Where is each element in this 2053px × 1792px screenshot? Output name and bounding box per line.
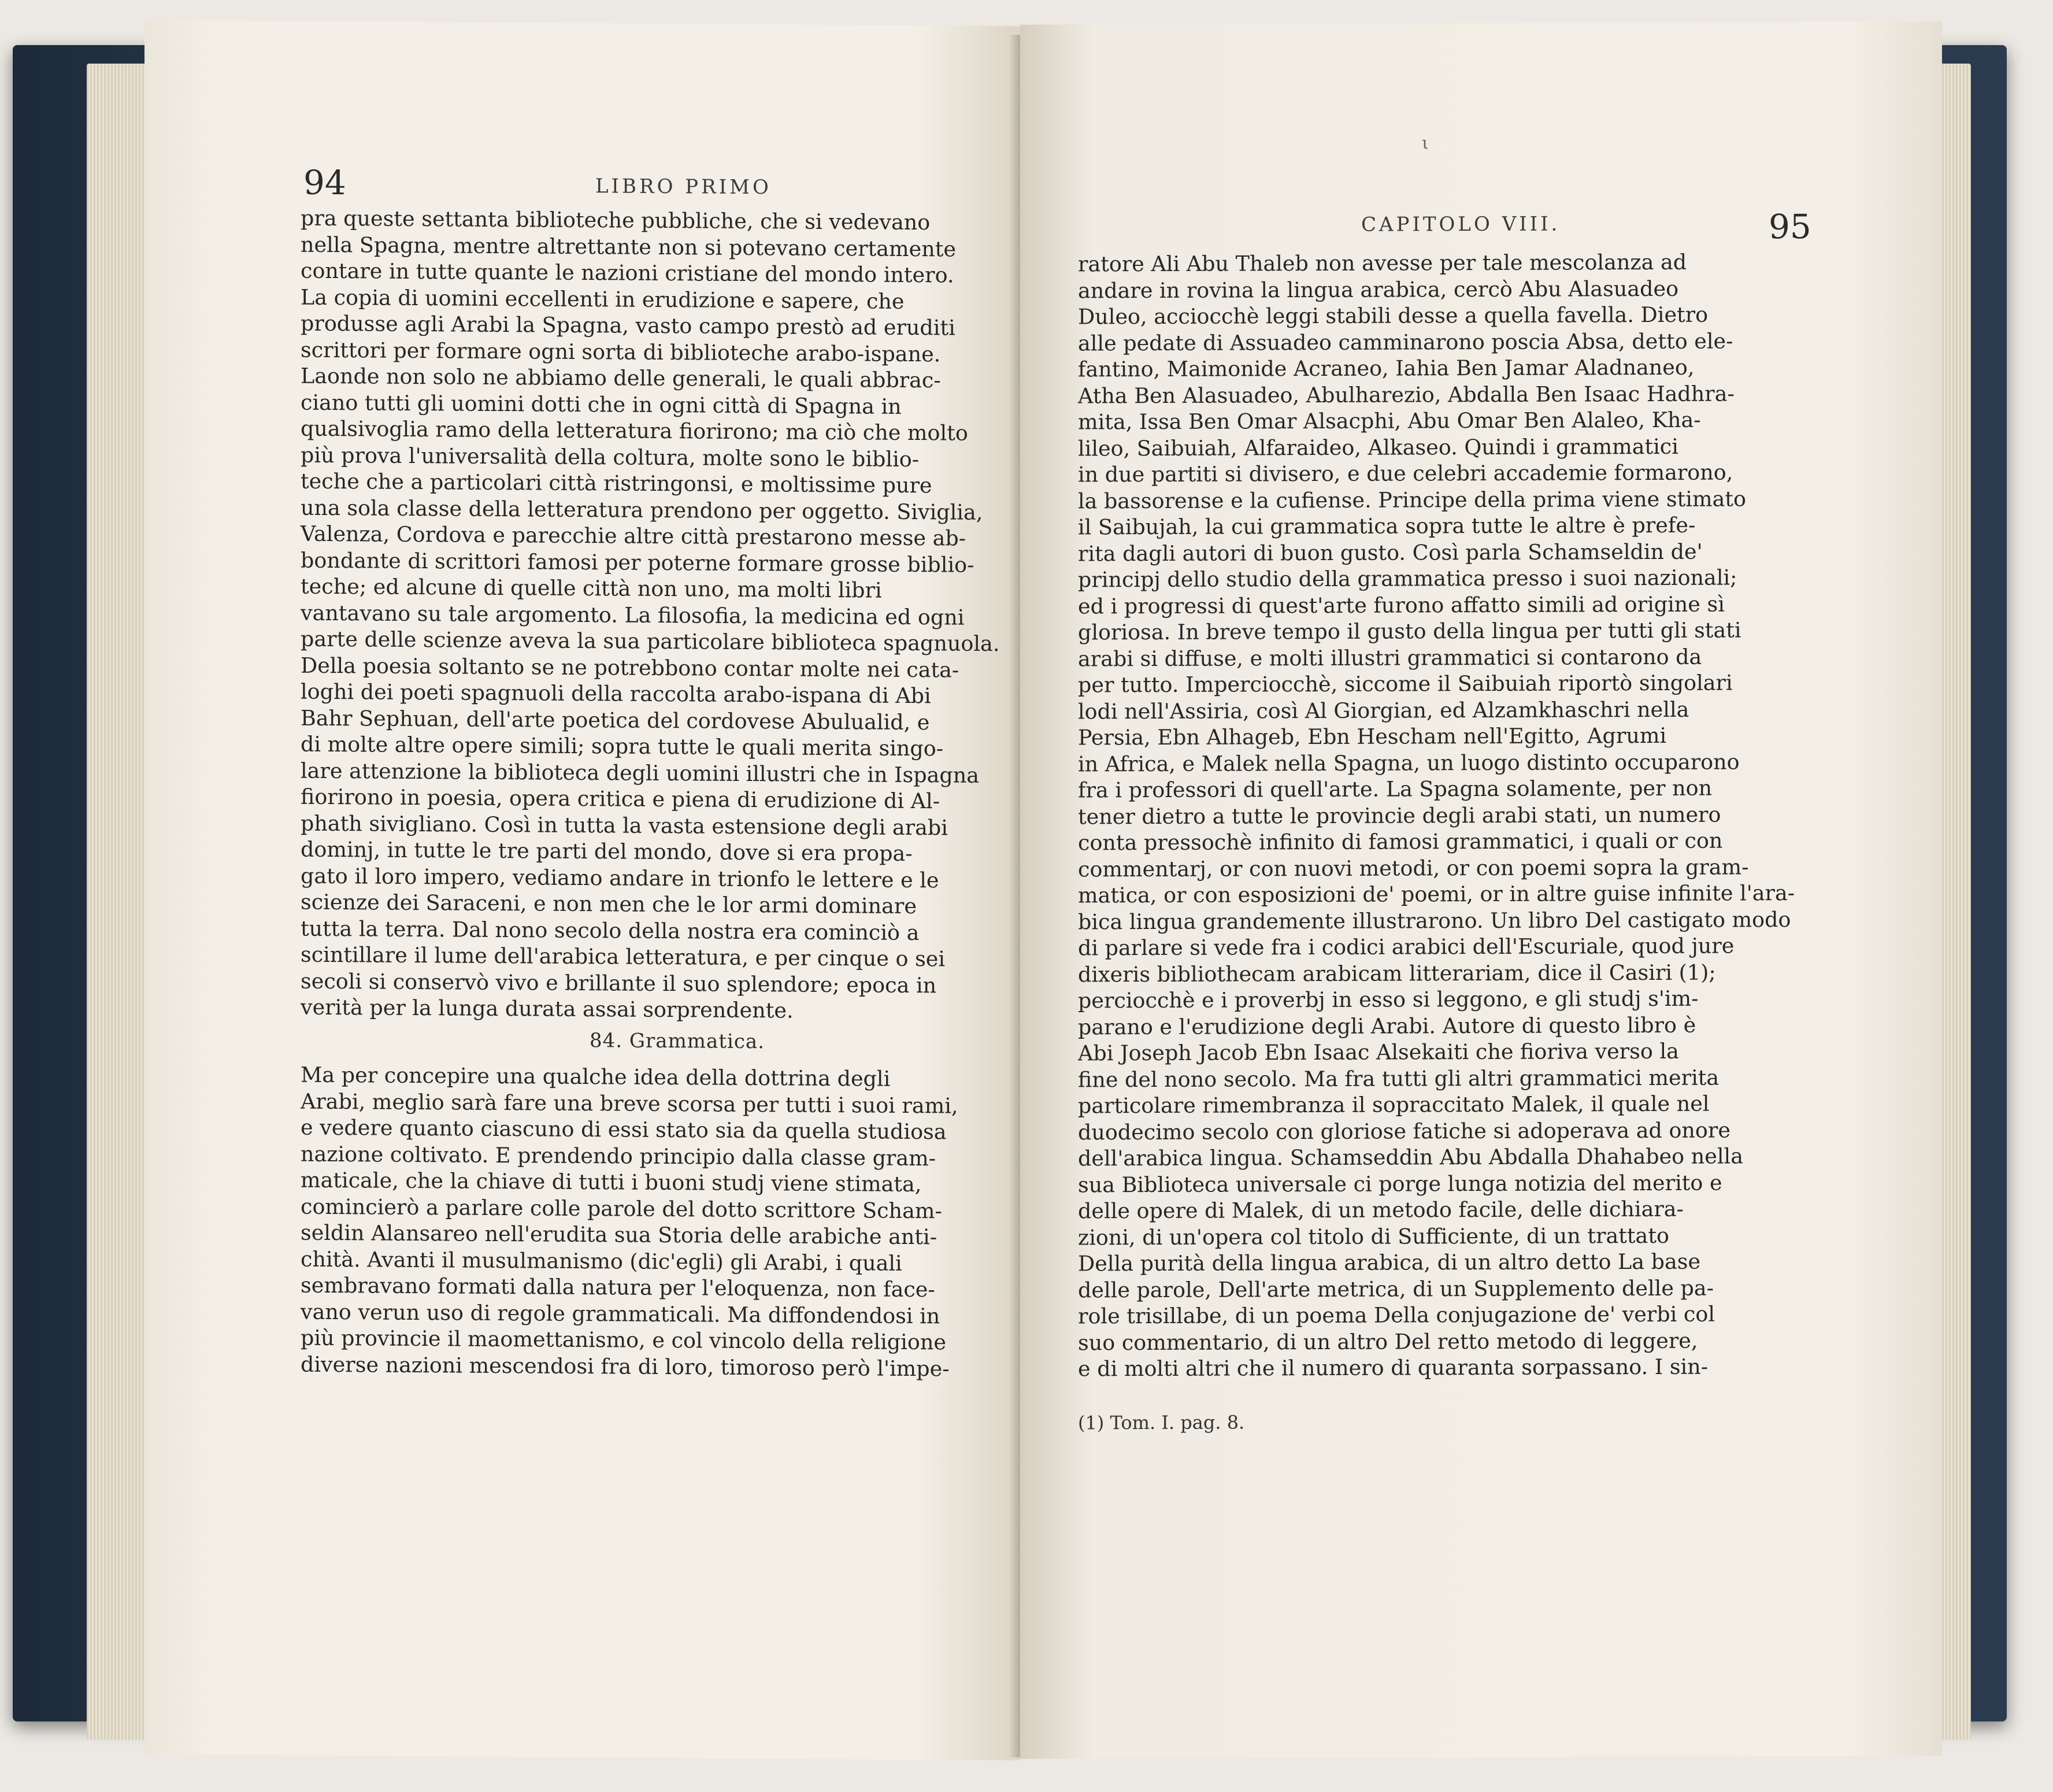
right-body-text: ratore Ali Abu Thaleb non avesse per tale mescolanza ad andare in rovina la lingua arabica, cercò Abu Alasuadeo Duleo, acciocchè leggi stabili desse a quella favella. Dietro alle pedate di Assuadeo camminarono poscia Absa, detto ele- fantino, Maimonide Acraneo, Iahia Ben Jamar Aladnaneo, Atha Ben Alasuadeo, Abulharezio, Abdalla Ben Isaac Hadhra- mita, Issa Ben Omar Alsacphi, Abu Omar Ben Alaleo, Kha- lileo, Saibuiah, Alfaraideo, Alkaseo. Quindi i grammatici in due partiti si divisero, e due celebri accademie formarono, la bassorense e la cufiense. Principe della prima viene stimato il Saibujah, la cui grammatica sopra tutte le altre è prefe- rita dagli autori di buon gusto. Così parla Schamseldin de' principj dello studio della grammatica presso i suoi nazionali; ed i progressi di quest'arte furono affatto simili ad origine sì gloriosa. In breve tempo il gusto della lingua per tutti gli stati arabi si diffuse, e molti illustri grammatici si contarono da per tutto. Imperciocchè, siccome il Saibuiah riportò singolari lodi nell'Assiria, così Al Giorgian, ed Alzamkhaschri nella Persia, Ebn Alhageb, Ebn Hescham nell'Egitto, Agrumi in Africa, e Malek nella Spagna, un luogo distinto occuparono fra i professori di quell'arte. La Spagna solamente, per non tener dietro a tutte le provincie degli arabi stati, un numero conta pressochè infinito di famosi grammatici, i quali or con commentarj, or con nuovi metodi, or con poemi sopra la gram- matica, or con esposizioni de' poemi, or in altre guise infinite l'ara- bica lingua grandemente illustrarono. Un libro Del castigato modo di parlare si vede fra i codici arabici dell'Escuriale, quod jure dixeris bibliothecam arabicam litterariam, dice il Casiri (1); perciocchè e i proverbj in esso si leggono, e gli studj s'im- parano e l'erudizione degli Arabi. Autore di questo libro è Abi Joseph Jacob Ebn Isaac Alsekaiti che fioriva verso la fine del nono secolo. Ma fra tutti gli altri grammatici merita particolare rimembranza il sopraccitato Malek, il quale nel duodecimo secolo con gloriose fatiche si adoperava ad onore dell'arabica lingua. Schamseddin Abu Abdalla Dhahabeo nella sua Biblioteca universale ci porge lunga notizia del merito e delle opere di Malek, di un metodo facile, delle dichiara- zioni, di un'opera col titolo di Sufficiente, di un trattato Della purità della lingua arabica, di un altro detto La base delle parole, Dell'arte metrica, di un Supplemento delle pa- role trisillabe, di un poema Della conjugazione de' verbi col suo commentario, di un altro Del retto metodo di leggere, e di molti altri che il numero di quaranta sorpassano. I sin-	[1078, 249, 1795, 1382]
left-page-number: 94	[303, 162, 346, 203]
left-paragraph-2: Ma per concepire una qualche idea della dottrina degli Arabi, meglio sarà fare una breve scorsa per tutti i suoi rami, e vedere quanto ciascuno di essi stato sia da quella studiosa nazione coltivato. E prendendo principio dalla classe gram- maticale, che la chiave di tutti i buoni studj viene stimata, comincierò a parlare colle parole del dotto scrittore Scham- seldin Alansareo nell'erudita sua Storia delle arabiche anti- chità. Avanti il musulmanismo (dic'egli) gli Arabi, i quali sembravano formati dalla natura per l'eloquenza, non face- vano verun uso di regole grammaticali. Ma diffondendosi in più provincie il maomettanismo, e col vincolo della religione diverse nazioni mescendosi fra di loro, timoroso però l'impe-	[301, 1062, 958, 1381]
footnote: (1) Tom. I. pag. 8.	[1078, 1411, 1245, 1434]
page-mark: ι	[1422, 133, 1429, 154]
left-page	[144, 20, 1020, 1761]
right-page	[1020, 21, 1942, 1759]
left-running-title: LIBRO PRIMO	[595, 175, 772, 199]
left-paragraph-1: pra queste settanta biblioteche pubbliche, che si vedevano nella Spagna, mentre altrettante non si potevano certamente contare in tutte quante le nazioni cristiane del mondo intero. La copia di uomini eccellenti in erudizione e sapere, che produsse agli Arabi la Spagna, vasto campo prestò ad eruditi scrittori per formare ogni sorta di biblioteche arabo-ispane. Laonde non solo ne abbiamo delle generali, le quali abbrac- ciano tutti gli uomini dotti che in ogni città di Spagna in qualsivoglia ramo della letteratura fiorirono; ma ciò che molto più prova l'universalità della coltura, molte sono le biblio- teche che a particolari città ristringonsi, e moltissime pure una sola classe della letteratura prendono per oggetto. Siviglia, Valenza, Cordova e parecchie altre città prestarono messe ab- bondante di scrittori famosi per poterne formare grosse biblio- teche; ed alcune di quelle città non uno, ma molti libri vantavano su tale argomento. La filosofia, la medicina ed ogni parte delle scienze aveva la sua particolare biblioteca spagnuola. Della poesia soltanto se ne potrebbono contar molte nei cata- loghi dei poeti spagnuoli della raccolta arabo-ispana di Abi Bahr Sephuan, dell'arte poetica del cordovese Abulualid, e di molte altre opere simili; sopra tutte le quali merita singo- lare attenzione la biblioteca degli uomini illustri che in Ispagna fiorirono in poesia, opera critica e piena di erudizione di Al- phath sivigliano. Così in tutta la vasta estensione degli arabi dominj, in tutte le tre parti del mondo, dove si era propa- gato il loro impero, vediamo andare in trionfo le lettere e le scienze dei Saraceni, e non men che le lor armi dominare tutta la terra. Dal nono secolo della nostra era cominciò a scintillare il lume dell'arabica letteratura, e per cinque o sei secoli si conservò vivo e brillante il suo splendore; epoca in verità per la lunga durata assai sorprendente.	[301, 205, 1000, 1023]
section-heading: 84. Grammatica.	[590, 1029, 765, 1054]
right-page-number: 95	[1769, 207, 1811, 247]
right-running-title: CAPITOLO VIII.	[1361, 212, 1561, 236]
